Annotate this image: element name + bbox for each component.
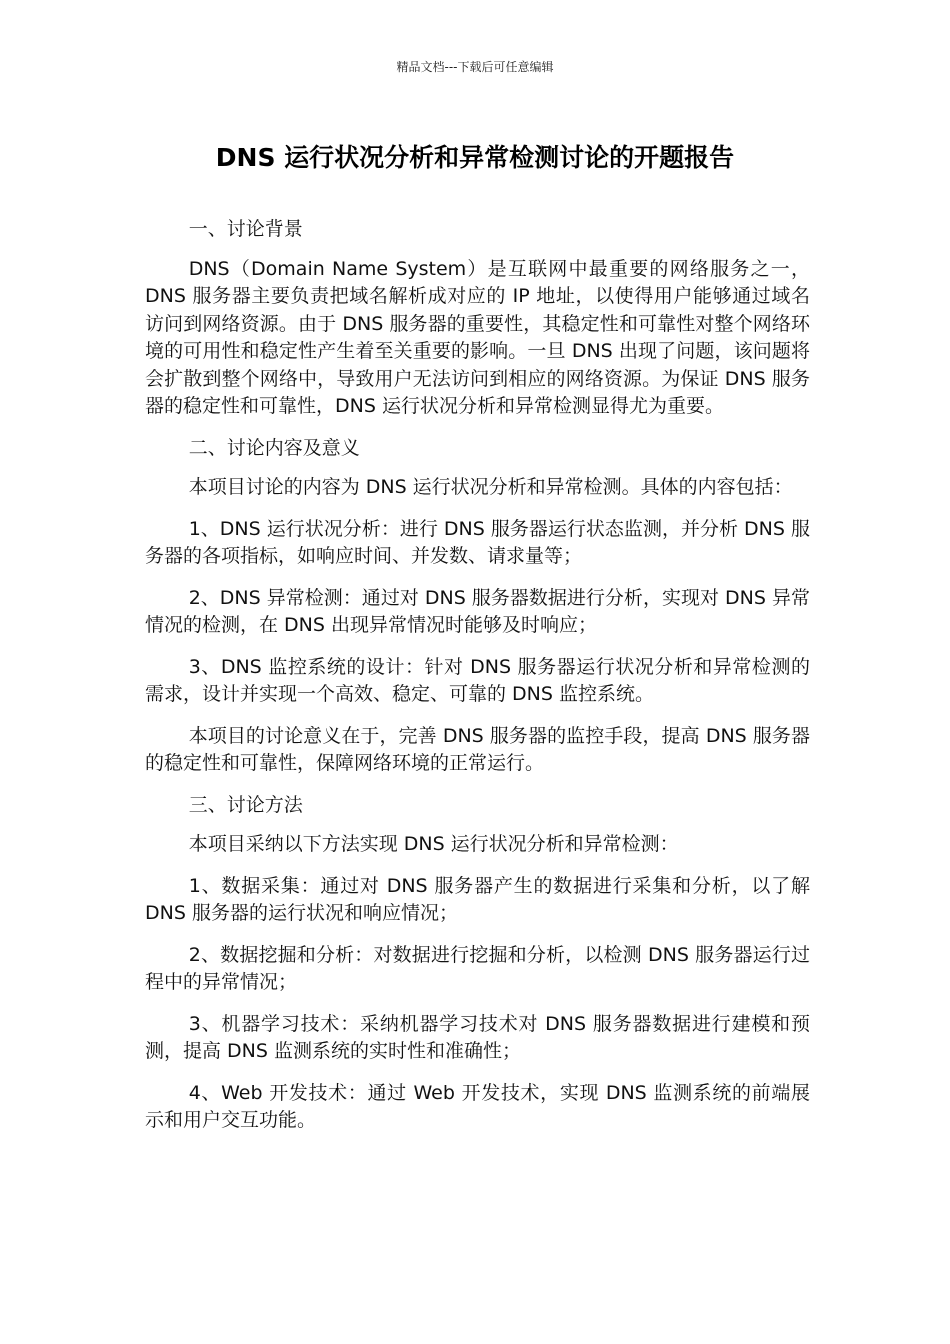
document-body [145,216,810,1149]
section-heading-content: 二、讨论内容及意义 [188,436,360,459]
document-title: DNS 运行状况分析和异常检测讨论的开题报告 [215,143,735,172]
paragraph-methods-intro: 本项目采纳以下方法实现 DNS 运行状况分析和异常检测： [188,833,679,855]
list-item-monitor-design: 3、DNS 监控系统的设计：针对 DNS 服务器运行状况分析和异常检测的需求，设计并实现一个高效、稳定、可靠的 DNS 监控系统。 [145,655,810,705]
list-item-data-mining: 2、数据挖掘和分析：对数据进行挖掘和分析，以检测 DNS 服务器运行过程中的异常情况； [145,943,810,993]
list-item-status-analysis: 1、DNS 运行状况分析：进行 DNS 服务器运行状态监测，并分析 DNS 服务器的各项指标，如响应时间、并发数、请求量等； [145,517,810,567]
list-item-anomaly-detection: 2、DNS 异常检测：通过对 DNS 服务器数据进行分析，实现对 DNS 异常情况的检测，在 DNS 出现异常情况时能够及时响应； [145,586,810,636]
list-item-machine-learning: 3、机器学习技术：采纳机器学习技术对 DNS 服务器数据进行建模和预测，提高 DNS 监测系统的实时性和准确性； [145,1012,810,1062]
section-heading-background: 一、讨论背景 [188,218,303,240]
list-item-web-development: 4、Web 开发技术：通过 Web 开发技术，实现 DNS 监测系统的前端展示和用户交互功能。 [145,1081,810,1131]
list-item-data-collection: 1、数据采集：通过对 DNS 服务器产生的数据进行采集和分析，以了解 DNS 服务器的运行状况和响应情况； [145,874,810,924]
section-heading-methods: 三、讨论方法 [188,793,303,816]
paragraph-background: DNS（Domain Name System）是互联网中最重要的网络服务之一，DNS 服务器主要负责把域名解析成对应的 IP 地址，以使得用户能够通过域名访问到网络资源。由于 DNS 服务器的重要性，其稳定性和可靠性对整个网络环境的可用性和稳定性产生着至关重要的影响。一旦 DNS 出现了问题，该问题将会扩散到整个网络中，导致用户无法访问到相应的网络资源。为保证 DNS 服务器的稳定性和可靠性，DNS 运行状况分析和异常检测显得尤为重要。 [145,257,810,417]
header-note: 精品文档---下载后可任意编辑 [396,60,554,74]
paragraph-content-intro: 本项目讨论的内容为 DNS 运行状况分析和异常检测。具体的内容包括： [188,476,793,498]
paragraph-significance: 本项目的讨论意义在于，完善 DNS 服务器的监控手段，提高 DNS 服务器的稳定性和可靠性，保障网络环境的正常运行。 [145,724,810,774]
